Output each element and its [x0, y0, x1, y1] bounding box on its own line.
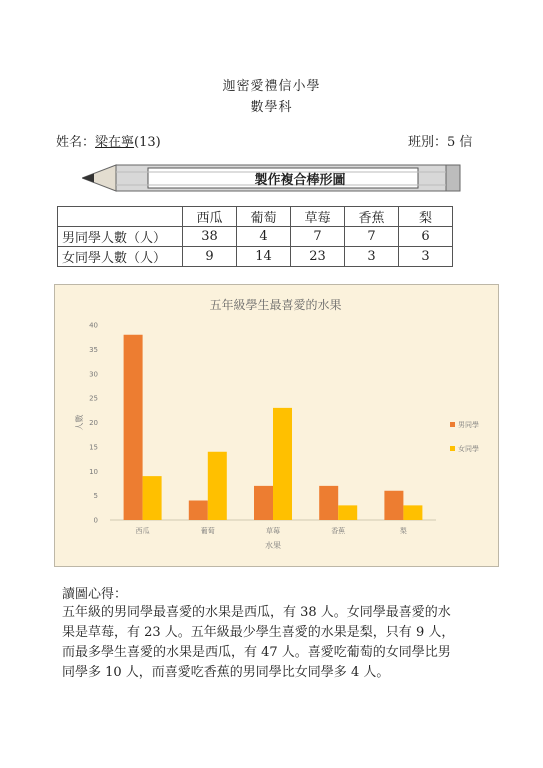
- reading-line: 五年級的男同學最喜愛的水果是西瓜，有 38 人。女同學最喜愛的水: [62, 605, 451, 620]
- student-number: (13): [134, 135, 161, 150]
- table-cell: 23: [291, 247, 345, 267]
- y-tick-label: 0: [93, 516, 98, 525]
- banner-title: 製作複合棒形圖: [254, 173, 346, 188]
- row-label: 男同學人數（人）: [58, 227, 183, 247]
- table-row: [58, 227, 453, 247]
- row-label: 女同學人數（人）: [58, 247, 183, 267]
- table-cell: 38: [183, 227, 237, 247]
- legend-swatch: [450, 446, 455, 451]
- bar-male: [124, 335, 143, 520]
- name-label: 姓名：: [56, 135, 96, 150]
- y-tick-label: 10: [89, 467, 98, 476]
- student-name-line: [56, 131, 161, 150]
- table-header: 草莓: [291, 207, 345, 227]
- bar-female: [143, 476, 162, 520]
- x-tick-label: 葡萄: [200, 527, 215, 535]
- table-cell: 7: [291, 227, 345, 247]
- reading-line: 同學多 10 人，而喜愛吃香蕉的男同學比女同學多 4 人。: [62, 665, 390, 680]
- school-name: 迦密愛禮信小學: [222, 79, 321, 94]
- legend-swatch: [450, 422, 455, 427]
- class-line: [408, 131, 472, 150]
- y-tick-label: 5: [93, 492, 98, 501]
- table-cell: 6: [399, 227, 453, 247]
- table-header: 西瓜: [183, 207, 237, 227]
- y-tick-label: 35: [89, 345, 98, 354]
- y-tick-label: 25: [89, 394, 98, 403]
- reading-line: 而最多學生喜愛的水果是西瓜，有 47 人。喜愛吃葡萄的女同學比男: [62, 645, 451, 660]
- bar-female: [273, 408, 292, 520]
- subject-title: 數學科: [250, 100, 293, 115]
- table-row: [58, 247, 453, 267]
- table-cell: 4: [237, 227, 291, 247]
- legend-label: 女同學: [458, 445, 479, 453]
- reading-heading: 讀圖心得：: [62, 587, 128, 602]
- table-cell: 14: [237, 247, 291, 267]
- chart-title: 五年級學生最喜愛的水果: [209, 298, 342, 312]
- reading-paragraph: [62, 603, 478, 683]
- name-value: 梁在寧: [95, 135, 135, 150]
- y-axis-title: 人數: [75, 414, 84, 431]
- bar-female: [338, 505, 357, 520]
- table-cell: 7: [345, 227, 399, 247]
- table-cell: 3: [399, 247, 453, 267]
- x-axis-title: 水果: [265, 541, 281, 550]
- bar-male: [384, 491, 403, 520]
- legend-label: 男同學: [458, 421, 479, 429]
- reading-line: 果是草莓，有 23 人。五年級最少學生喜愛的水果是梨，只有 9 人，: [62, 625, 455, 640]
- table-cell: 9: [183, 247, 237, 267]
- bar-male: [189, 501, 208, 521]
- x-tick-label: 香蕉: [331, 527, 346, 535]
- y-tick-label: 20: [89, 419, 98, 427]
- bar-male: [319, 486, 338, 520]
- fruit-data-table: [57, 206, 453, 267]
- table-corner: [58, 207, 183, 227]
- y-tick-label: 30: [89, 370, 98, 379]
- table-header: 香蕉: [345, 207, 399, 227]
- x-tick-label: 梨: [399, 527, 407, 535]
- class-label: 班別：: [408, 135, 448, 150]
- bar-female: [403, 505, 422, 520]
- table-cell: 3: [345, 247, 399, 267]
- x-tick-label: 草莓: [266, 527, 280, 535]
- grouped-bar-chart: [54, 284, 497, 565]
- bar-female: [208, 452, 227, 520]
- table-header: 葡萄: [237, 207, 291, 227]
- class-value: 5 信: [447, 135, 473, 150]
- y-tick-label: 40: [89, 321, 98, 330]
- table-header: 梨: [399, 207, 453, 227]
- bar-male: [254, 486, 273, 520]
- table-header-row: [58, 207, 453, 227]
- x-tick-label: 西瓜: [135, 527, 150, 535]
- y-tick-label: 15: [89, 443, 98, 452]
